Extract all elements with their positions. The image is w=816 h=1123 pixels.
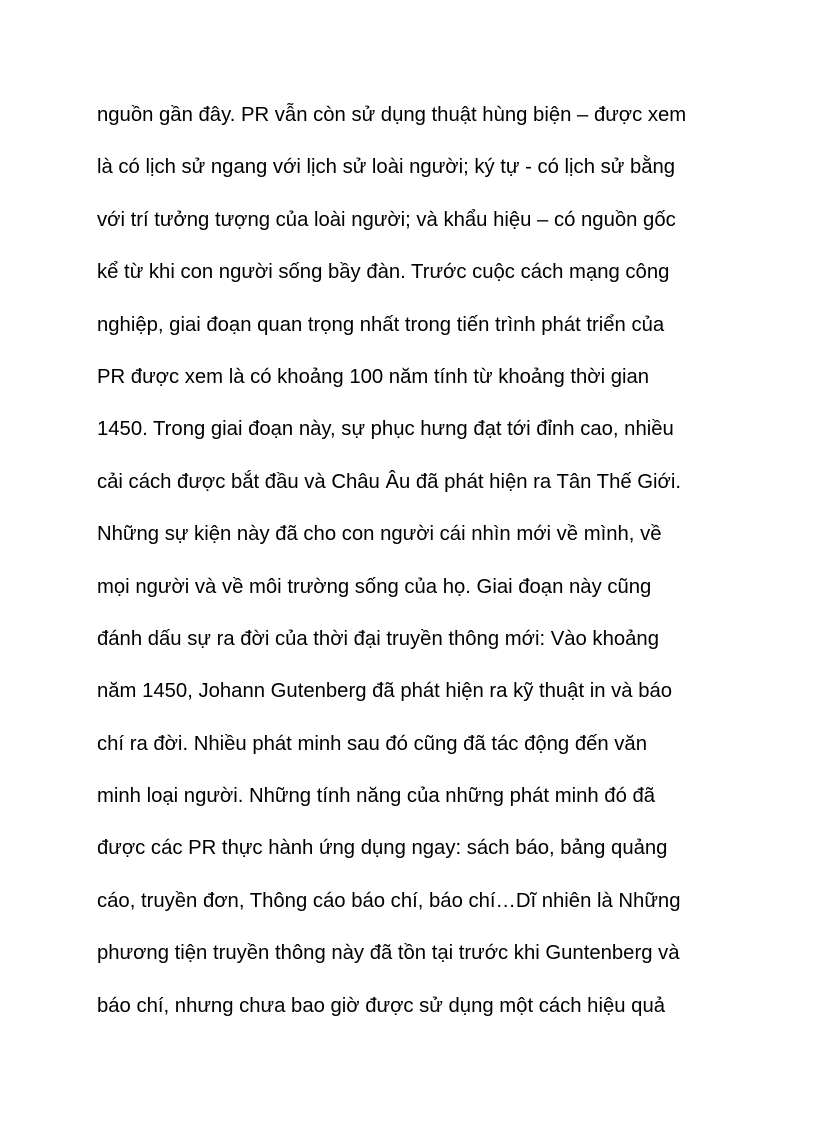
text-line: phương tiện truyền thông này đã tồn tại trước khi Guntenberg và bbox=[97, 942, 680, 965]
text-line: là có lịch sử ngang với lịch sử loài người; ký tự - có lịch sử bằng bbox=[97, 156, 676, 179]
text-line: chí ra đời. Nhiều phát minh sau đó cũng đã tác động đến văn bbox=[97, 732, 647, 755]
text-line: năm 1450, Johann Gutenberg đã phát hiện ra kỹ thuật in và báo bbox=[97, 680, 673, 703]
text-line: 1450. Trong giai đoạn này, sự phục hưng đạt tới đỉnh cao, nhiều bbox=[97, 418, 674, 441]
text-line: minh loại người. Những tính năng của những phát minh đó đã bbox=[97, 785, 656, 808]
text-line: mọi người và về môi trường sống của họ. Giai đoạn này cũng bbox=[97, 575, 652, 598]
body-paragraph bbox=[97, 96, 737, 1039]
text-line: PR được xem là có khoảng 100 năm tính từ khoảng thời gian bbox=[97, 365, 650, 388]
text-line: với trí tưởng tượng của loài người; và khẩu hiệu – có nguồn gốc bbox=[97, 208, 676, 231]
text-line: nguồn gần đây. PR vẫn còn sử dụng thuật hùng biện – được xem bbox=[97, 104, 687, 126]
text-line: Những sự kiện này đã cho con người cái nhìn mới về mình, về bbox=[97, 523, 662, 546]
text-line: kể từ khi con người sống bầy đàn. Trước cuộc cách mạng công bbox=[97, 261, 670, 284]
text-line: cáo, truyền đơn, Thông cáo báo chí, báo chí…Dĩ nhiên là Những bbox=[97, 889, 681, 912]
text-line: đánh dấu sự ra đời của thời đại truyền thông mới: Vào khoảng bbox=[97, 627, 659, 650]
text-line: nghiệp, giai đoạn quan trọng nhất trong tiến trình phát triển của bbox=[97, 313, 665, 336]
text-line: báo chí, nhưng chưa bao giờ được sử dụng một cách hiệu quả bbox=[97, 994, 666, 1017]
text-line: cải cách được bắt đầu và Châu Âu đã phát hiện ra Tân Thế Giới. bbox=[97, 470, 681, 493]
text-line: được các PR thực hành ứng dụng ngay: sách báo, bảng quảng bbox=[97, 837, 668, 860]
